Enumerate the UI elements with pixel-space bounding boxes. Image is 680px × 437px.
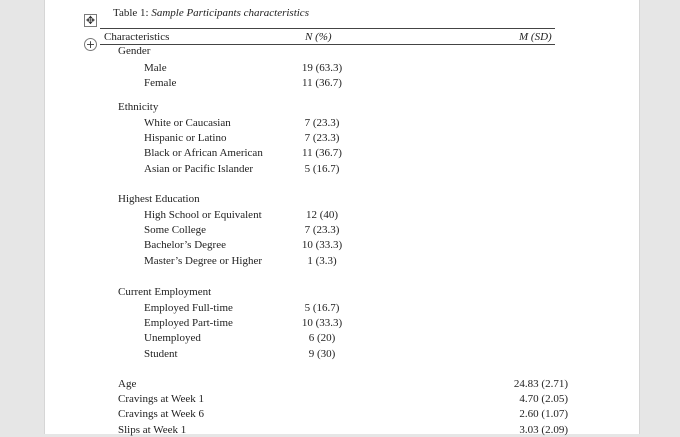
table-row-n: 11 (36.7) [302,77,342,89]
caption-prefix: Table 1: [113,7,152,19]
table-row-label: Female [144,77,177,89]
header-mean-sd: M (SD) [519,31,552,43]
table-row-label: Age [118,378,137,390]
add-row-icon[interactable]: + [85,38,96,51]
table-row-mean-sd: 24.83 (2.71) [513,378,568,390]
table-row-label: High School or Equivalent [144,209,262,221]
table-row-label: Black or African American [144,147,263,159]
table-row-label: Unemployed [144,332,201,344]
table-row-n: 19 (63.3) [301,62,343,74]
table-row-n: 10 (33.3) [301,317,343,329]
table-row-label: Bachelor’s Degree [144,239,226,251]
group-label-education: Highest Education [118,193,200,205]
table-row-label: Asian or Pacific Islander [144,163,254,175]
group-label-gender: Gender [118,45,151,57]
table-row-n: 9 (30) [308,348,336,360]
table-row-mean-sd: 2.60 (1.07) [519,408,568,420]
table-row-label: Slips at Week 1 [118,424,187,436]
table-top-rule [100,28,555,29]
group-label-employment: Current Employment [118,286,212,298]
table-row-n: 5 (16.7) [304,302,340,314]
table-move-handle-icon[interactable]: ✥ [85,14,96,27]
table-row-n: 1 (3.3) [307,255,337,267]
table-row-n: 6 (20) [308,332,336,344]
table-row-n: 12 (40) [305,209,339,221]
table-row-label: White or Caucasian [144,117,231,129]
table-row-label: Cravings at Week 6 [118,408,204,420]
table-row-label: Employed Part-time [144,317,233,329]
table-row-n: 7 (23.3) [304,224,340,236]
table-row-label: Master’s Degree or Higher [144,255,263,267]
table-row-label: Cravings at Week 1 [118,393,204,405]
table-row-label: Some College [144,224,207,236]
group-label-ethnicity: Ethnicity [118,101,159,113]
table-caption [113,7,309,19]
header-n-percent: N (%) [305,31,332,43]
table-row-label: Employed Full-time [144,302,233,314]
header-characteristics: Characteristics [104,31,170,43]
table-row-n: 11 (36.7) [302,147,342,159]
caption-title: Sample Participants characteristics [151,7,309,19]
table-row-mean-sd: 3.03 (2.09) [519,424,568,436]
table-row-label: Male [144,62,167,74]
table-row-label: Student [144,348,178,360]
table-row-mean-sd: 4.70 (2.05) [519,393,568,405]
table-header-rule [100,44,555,45]
table-row-n: 10 (33.3) [301,239,343,251]
table-row-n: 7 (23.3) [304,132,340,144]
table-row-n: 5 (16.7) [304,163,340,175]
table-row-n: 7 (23.3) [304,117,340,129]
table-row-label: Hispanic or Latino [144,132,227,144]
